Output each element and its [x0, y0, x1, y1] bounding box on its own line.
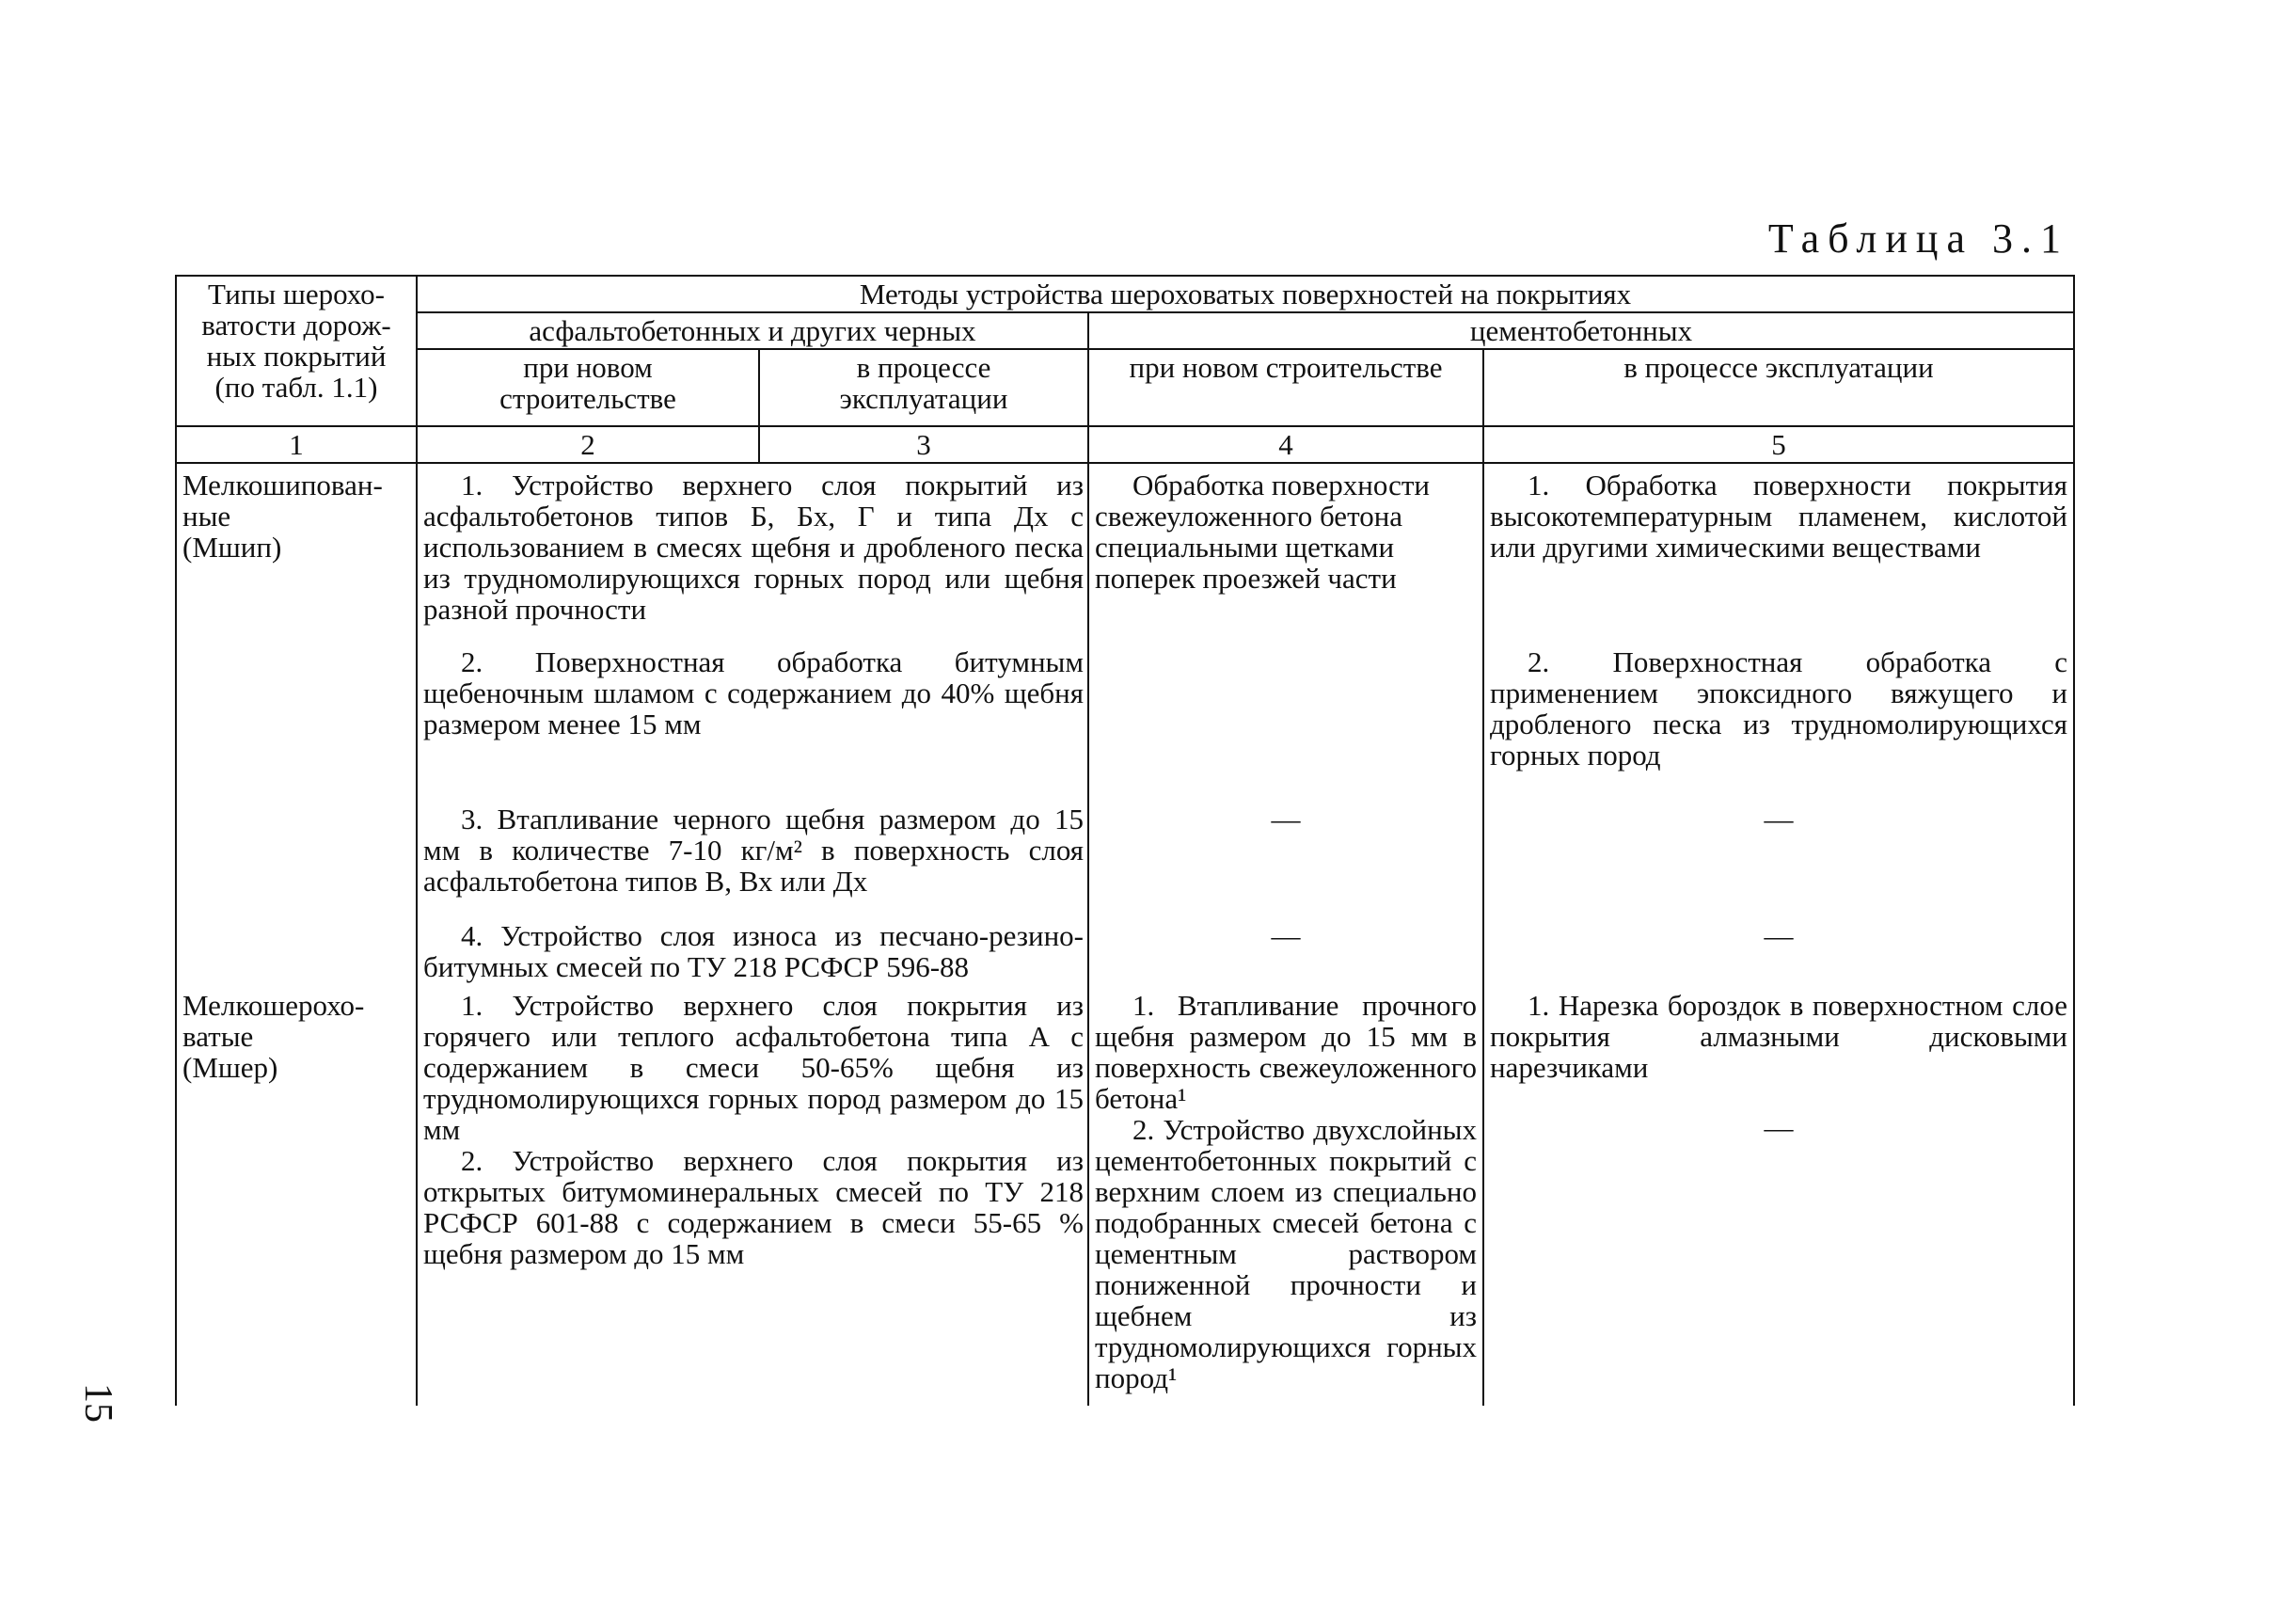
- cement-oper-cell: [1483, 463, 2074, 988]
- asphalt-methods-cell: [417, 988, 1088, 1406]
- method-item: 1. Обработка поверхности покрытия высокотемпературным пламенем, кислотой или другими химическими веществами: [1490, 469, 2067, 564]
- column-number: 3: [759, 426, 1088, 463]
- type-line: (Мшер): [182, 1051, 278, 1084]
- column-number: 1: [176, 426, 417, 463]
- method-item: 4. Устройство слоя износа из песчано-резино-битумных смесей по ТУ 218 РСФСР 596-88: [423, 919, 1084, 983]
- roughness-type-cell: [176, 463, 417, 988]
- header-line: в процессе: [856, 351, 991, 384]
- header-group-cement: цементобетонных: [1088, 312, 2074, 349]
- dash-placeholder: —: [1764, 919, 1794, 952]
- type-line: (Мшип): [182, 531, 282, 564]
- header-line: эксплуатации: [839, 382, 1008, 415]
- column-number: 4: [1088, 426, 1483, 463]
- header-type-line: Типы шерохо-: [208, 278, 385, 310]
- cement-new-cell: [1088, 988, 1483, 1406]
- method-item: 2. Поверхностная обработка с применением эпоксидного вяжущего и дробленого песка из трудномолирующихся горных пород: [1490, 645, 2067, 772]
- cement-oper-cell: [1483, 988, 2074, 1406]
- table-row-msher: [176, 988, 2074, 1406]
- method-item: 1. Втапливание прочного щебня размером до 15 мм в поверхность свежеуложенного бетона¹: [1095, 989, 1477, 1115]
- header-type-line: (по табл. 1.1): [214, 371, 378, 404]
- header-methods: Методы устройства шероховатых поверхностей на покрытиях: [417, 276, 2074, 312]
- header-group-asphalt: асфальтобетонных и других черных: [417, 312, 1088, 349]
- header-cement-oper: в процессе эксплуатации: [1483, 349, 2074, 426]
- method-item: 2. Поверхностная обработка битумным щебеночным шламом с содержанием до 40% щебня размером менее 15 мм: [423, 645, 1084, 740]
- dash-placeholder: —: [1764, 1111, 1794, 1144]
- header-asphalt-new: [417, 349, 759, 426]
- type-line: Мелкошипован-: [182, 469, 383, 501]
- type-line: ватые: [182, 1020, 254, 1053]
- type-line: Мелкошерохо-: [182, 989, 365, 1022]
- column-number: 5: [1483, 426, 2074, 463]
- cement-new-cell: [1088, 463, 1483, 988]
- dash-placeholder: —: [1271, 919, 1301, 952]
- header-type-line: ных покрытий: [206, 340, 387, 373]
- dash-placeholder: —: [1271, 803, 1301, 835]
- asphalt-methods-cell: [417, 463, 1088, 988]
- method-item: 1. Устройство верхнего слоя покрытия из горячего или теплого асфальтобетона типа А с содержанием в смеси 50-65% щебня из трудномолирующихся горных пород размером до 15 мм: [423, 989, 1084, 1146]
- method-item: 1. Нарезка бороздок в поверхностном слое покрытия алмазными дисковыми нарезчиками: [1490, 989, 2067, 1084]
- header-line: при новом: [523, 351, 653, 384]
- header-line: строительстве: [499, 382, 676, 415]
- type-line: ные: [182, 500, 231, 533]
- header-cement-new: при новом строительстве: [1088, 349, 1483, 426]
- header-roughness-type: [176, 276, 417, 426]
- page-number: 15: [76, 1383, 119, 1423]
- method-item: 1. Устройство верхнего слоя покрытий из асфальтобетонов типов Б, Бх, Г и типа Дх с использованием в смесях щебня и дробленого песка из трудномолирующихся горных пород или щебня разной прочности: [423, 469, 1084, 626]
- method-item: 2. Устройство двухслойных цементобетонных покрытий с верхним слоем из специально подобранных смесей бетона с цементным раствором пониженной прочности и щебнем из трудномолирующихся горных пород¹: [1095, 1113, 1477, 1394]
- table-caption: Таблица 3.1: [1767, 215, 2069, 262]
- table-row-mship: [176, 463, 2074, 988]
- method-item: 3. Втапливание черного щебня размером до 15 мм в количестве 7-10 кг/м² в поверхность слоя асфальтобетона типов В, Вх или Дх: [423, 803, 1084, 898]
- roughness-type-cell: [176, 988, 417, 1406]
- method-item: 2. Устройство верхнего слоя покрытия из открытых битумоминеральных смесей по ТУ 218 РСФСР 601-88 с содержанием в смеси 55-65 % щебня размером до 15 мм: [423, 1144, 1084, 1270]
- column-number: 2: [417, 426, 759, 463]
- header-asphalt-oper: [759, 349, 1088, 426]
- roughness-methods-table: [175, 275, 2075, 1406]
- dash-placeholder: —: [1764, 803, 1794, 835]
- method-item: Обработка поверхности свежеуложенного бетона специальными щетками поперек проезжей части: [1095, 469, 1430, 595]
- header-type-line: ватости дорож-: [201, 309, 391, 342]
